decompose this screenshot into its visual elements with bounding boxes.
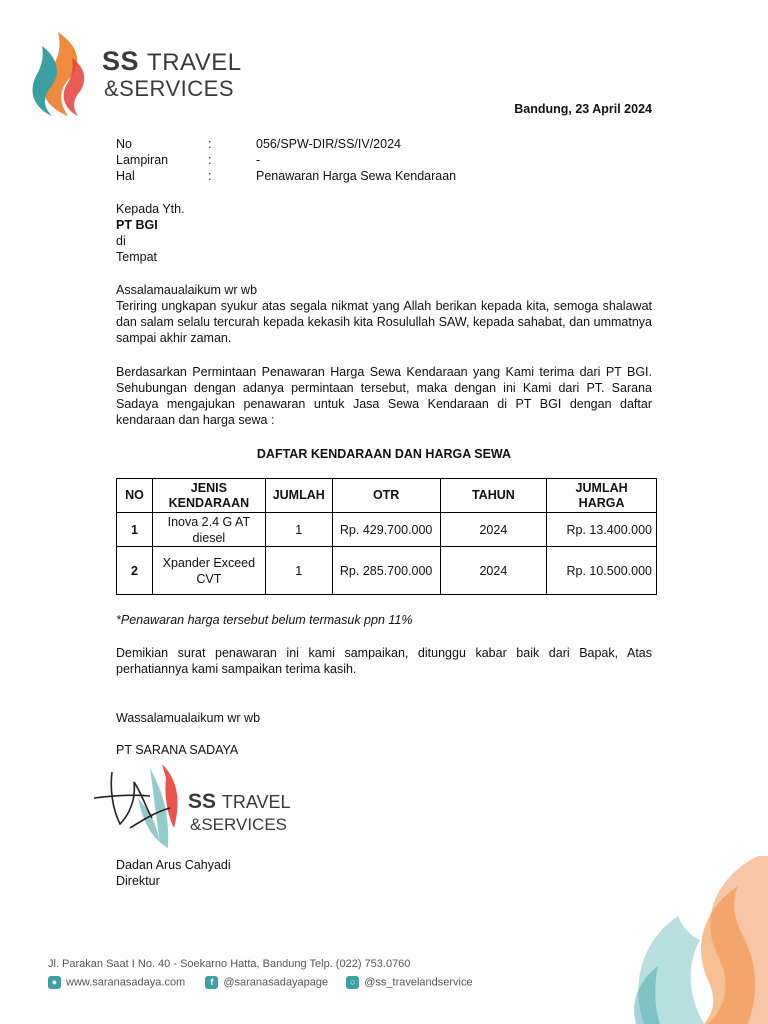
cell-tahun: 2024 [440,547,547,595]
cell-jenis-line1: Xpander Exceed [162,555,256,570]
greeting: Assalamaualaikum wr wb [116,283,258,297]
stamp-services-text: &SERVICES [190,815,288,834]
recipient-company: PT BGI [116,218,158,232]
tax-note: *Penawaran harga tersebut belum termasuk ppn 11% [116,613,413,627]
cell-jenis [152,547,265,595]
cell-jenis-line2: CVT [196,571,222,586]
logo-services-text: &SERVICES [104,76,235,101]
meta-value: 056/SPW-DIR/SS/IV/2024 [256,137,401,151]
cell-jenis-line1: Inova 2.4 G AT [167,514,251,529]
cell-jumlah: 1 [265,513,332,547]
signer-company: PT SARANA SADAYA [116,743,239,757]
footer-facebook[interactable]: @saranasadayapage [223,976,329,989]
request-paragraph: Berdasarkan Permintaan Penawaran Harga Sewa Kendaraan yang Kami terima dari PT BGI. Sehubungan dengan adanya permintaan tersebut, maka dengan ini Kami dari PT. Sarana Sadaya mengajukan penawaran untuk Jasa Sewa Kendaraan di PT BGI dengan daftar kendaraan dan harga sewa : [116,365,652,427]
recipient-line: di [116,234,126,248]
header-harga-line1: JUMLAH [575,480,628,495]
cell-jumlah: 1 [265,547,332,595]
instagram-icon: ○ [346,976,359,989]
header-jenis-line2: KENDARAAN [168,495,250,510]
web-icon: ● [48,976,61,989]
cell-jenis-line2: diesel [192,530,226,545]
meta-label: No [116,137,132,151]
farewell: Wassalamualaikum wr wb [116,711,261,725]
meta-label: Lampiran [116,153,169,167]
meta-value: - [256,153,261,167]
footer-contacts [48,976,473,989]
recipient-block [116,201,185,265]
footer-instagram[interactable]: @ss_travelandservice [364,976,473,989]
logo-ss-text: SS [102,46,140,76]
cell-no: 2 [117,547,153,595]
header-jenis [152,479,265,513]
header-tahun: TAHUN [440,479,547,513]
table-title: DAFTAR KENDARAAN DAN HARGA SEWA [256,447,512,461]
header-jenis-line1: JENIS [190,480,227,495]
meta-label: Hal [116,169,135,183]
recipient-line: Tempat [116,250,157,264]
cell-no: 1 [117,513,153,547]
cell-harga: Rp. 13.400.000 [547,513,657,547]
company-logo [28,28,242,120]
footer-address: Jl. Parakan Saat I No. 40 - Soekarno Hatta, Bandung Telp. (022) 753.0760 [48,958,411,970]
footer-website[interactable]: www.saranasadaya.com [66,976,186,989]
header-jumlah: JUMLAH [265,479,332,513]
header-otr: OTR [332,479,440,513]
signer-name: Dadan Arus Cahyadi [116,858,231,872]
facebook-icon: f [205,976,218,989]
signature-stamp [90,758,310,852]
closing-paragraph: Demikian surat penawaran ini kami sampaikan, ditunggu kabar baik dari Bapak, Atas perhatiannya kami sampaikan terima kasih. [116,646,652,676]
signer-title: Direktur [116,874,160,888]
flame-logo-mark [28,28,94,120]
meta-sep: : [208,153,212,167]
cell-tahun: 2024 [440,513,547,547]
cell-jenis [152,513,265,547]
cell-otr: Rp. 285.700.000 [332,547,440,595]
meta-sep: : [208,169,212,183]
letter-date: Bandung, 23 April 2024 [514,102,652,116]
handwritten-signature [90,758,200,852]
stamp-travel-text: TRAVEL [221,792,291,812]
meta-value: Penawaran Harga Sewa Kendaraan [256,169,457,183]
meta-sep: : [208,137,212,151]
stamp-ss-text: SS [188,790,217,813]
table-row [117,547,657,595]
recipient-line: Kepada Yth. [116,202,185,216]
price-table [116,478,657,595]
header-jumlah-harga [547,479,657,513]
corner-flame-decoration [608,856,768,1024]
header-harga-line2: HARGA [578,495,625,510]
cell-harga: Rp. 10.500.000 [547,547,657,595]
opening-paragraph: Teriring ungkapan syukur atas segala nikmat yang Allah berikan kepada kita, semoga shalawat dan salam selalu tercurah kepada kekasih kita Rosulullah SAW, kepada sahabat, dan ummatnya sampai akhir zaman. [116,299,652,345]
logo-travel-text: TRAVEL [147,49,242,76]
table-row [117,513,657,547]
table-header-row [117,479,657,513]
cell-otr: Rp. 429.700.000 [332,513,440,547]
header-no: NO [117,479,153,513]
